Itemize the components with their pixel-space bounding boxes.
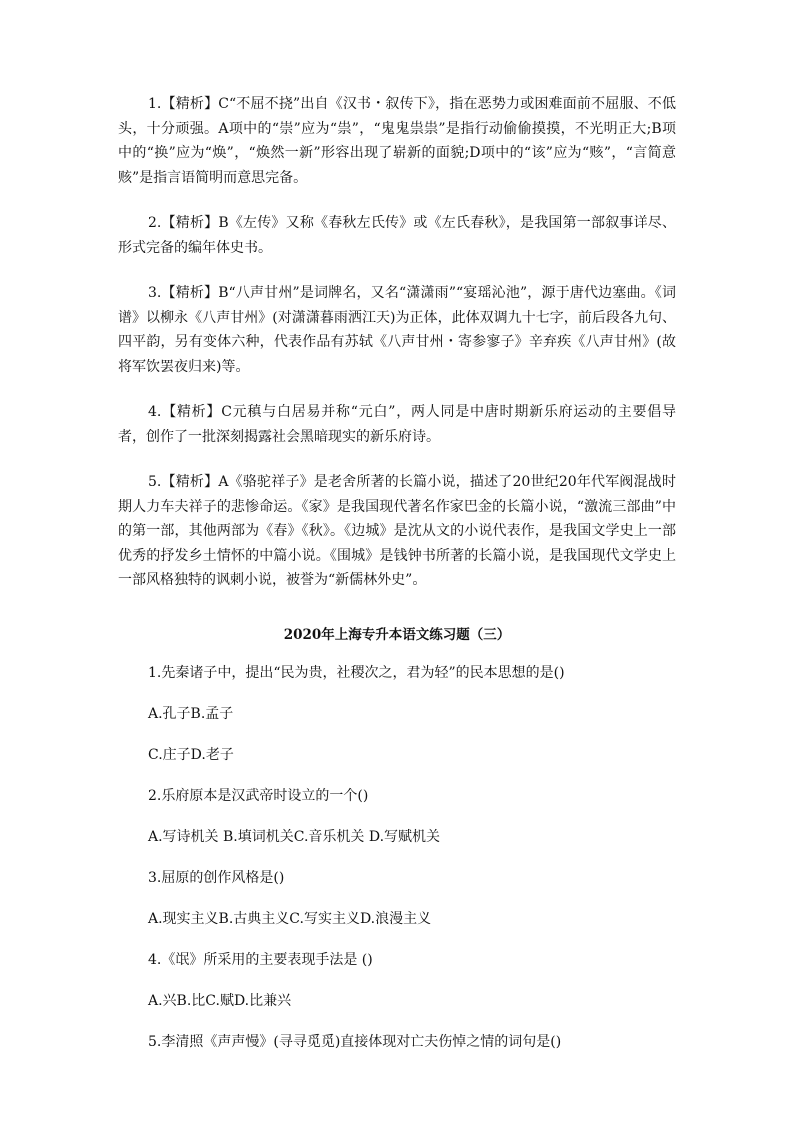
question-4-options: A.兴B.比C.赋D.比兼兴 [148, 992, 292, 1009]
question-2-options: A.写诗机关 B.填词机关C.音乐机关 D.写赋机关 [148, 828, 441, 845]
question-5: 5.李清照《声声慢》(寻寻觅觅)直接体现对亡夫伤悼之情的词句是() [148, 1033, 562, 1050]
section-title: 2020年上海专升本语文练习题（三） [283, 626, 511, 643]
answer-explanation-2: 2.【精析】B《左传》又称《春秋左氏传》或《左氏春秋》，是我国第一部叙事详尽、形式完备的编年体史书。 [118, 215, 676, 256]
question-3: 3.屈原的创作风格是() [148, 869, 285, 886]
question-1: 1.先秦诸子中，提出“民为贵，社稷次之，君为轻”的民本思想的是() [148, 664, 565, 681]
question-1-options-ab: A.孔子B.孟子 [148, 705, 234, 722]
document-page [118, 92, 676, 1073]
question-1-options-cd: C.庄子D.老子 [148, 746, 234, 763]
answer-explanation-5: 5.【精析】A《骆驼祥子》是老舍所著的长篇小说，描述了20世纪20年代军阀混战时期人力车夫祥子的悲惨命运。《家》是我国现代著名作家巴金的长篇小说，“激流三部曲”中的第一部，其他两部为《春》《秋》。《边城》是沈从文的小说代表作，是我国文学史上一部优秀的抒发乡土情怀的中篇小说。《围城》是钱钟书所著的长篇小说，是我国现代文学史上一部风格独特的讽刺小说，被誉为“新儒林外史”。 [118, 474, 676, 588]
question-2: 2.乐府原本是汉武帝时设立的一个() [148, 787, 369, 804]
answer-explanation-3: 3.【精析】B“八声甘州”是词牌名，又名“潇潇雨”“宴瑶沁池”，源于唐代边塞曲。《词谱》以柳永《八声甘州》(对潇潇暮雨洒江天)为正体，此体双调九十七字，前后段各九句、四平韵，另有变体六种，代表作品有苏轼《八声甘州・寄参寥子》辛弃疾《八声甘州》(故将军饮罢夜归来)等。 [118, 285, 676, 375]
question-4: 4.《氓》所采用的主要表现手法是 () [148, 951, 373, 968]
question-3-options: A.现实主义B.古典主义C.写实主义D.浪漫主义 [148, 910, 432, 927]
answer-explanation-4: 4.【精析】C元稹与白居易并称“元白”，两人同是中唐时期新乐府运动的主要倡导者，创作了一批深刻揭露社会黑暗现实的新乐府诗。 [118, 404, 676, 445]
answer-explanation-1: 1.【精析】C“不屈不挠”出自《汉书・叙传下》，指在恶势力或困难面前不屈服、不低头，十分顽强。A项中的“崇”应为“祟”，“鬼鬼祟祟”是指行动偷偷摸摸，不光明正大;B项中的“换”应为“焕”，“焕然一新”形容出现了崭新的面貌;D项中的“该”应为“赅”，“言简意赅”是指言语简明而意思完备。 [118, 96, 676, 186]
